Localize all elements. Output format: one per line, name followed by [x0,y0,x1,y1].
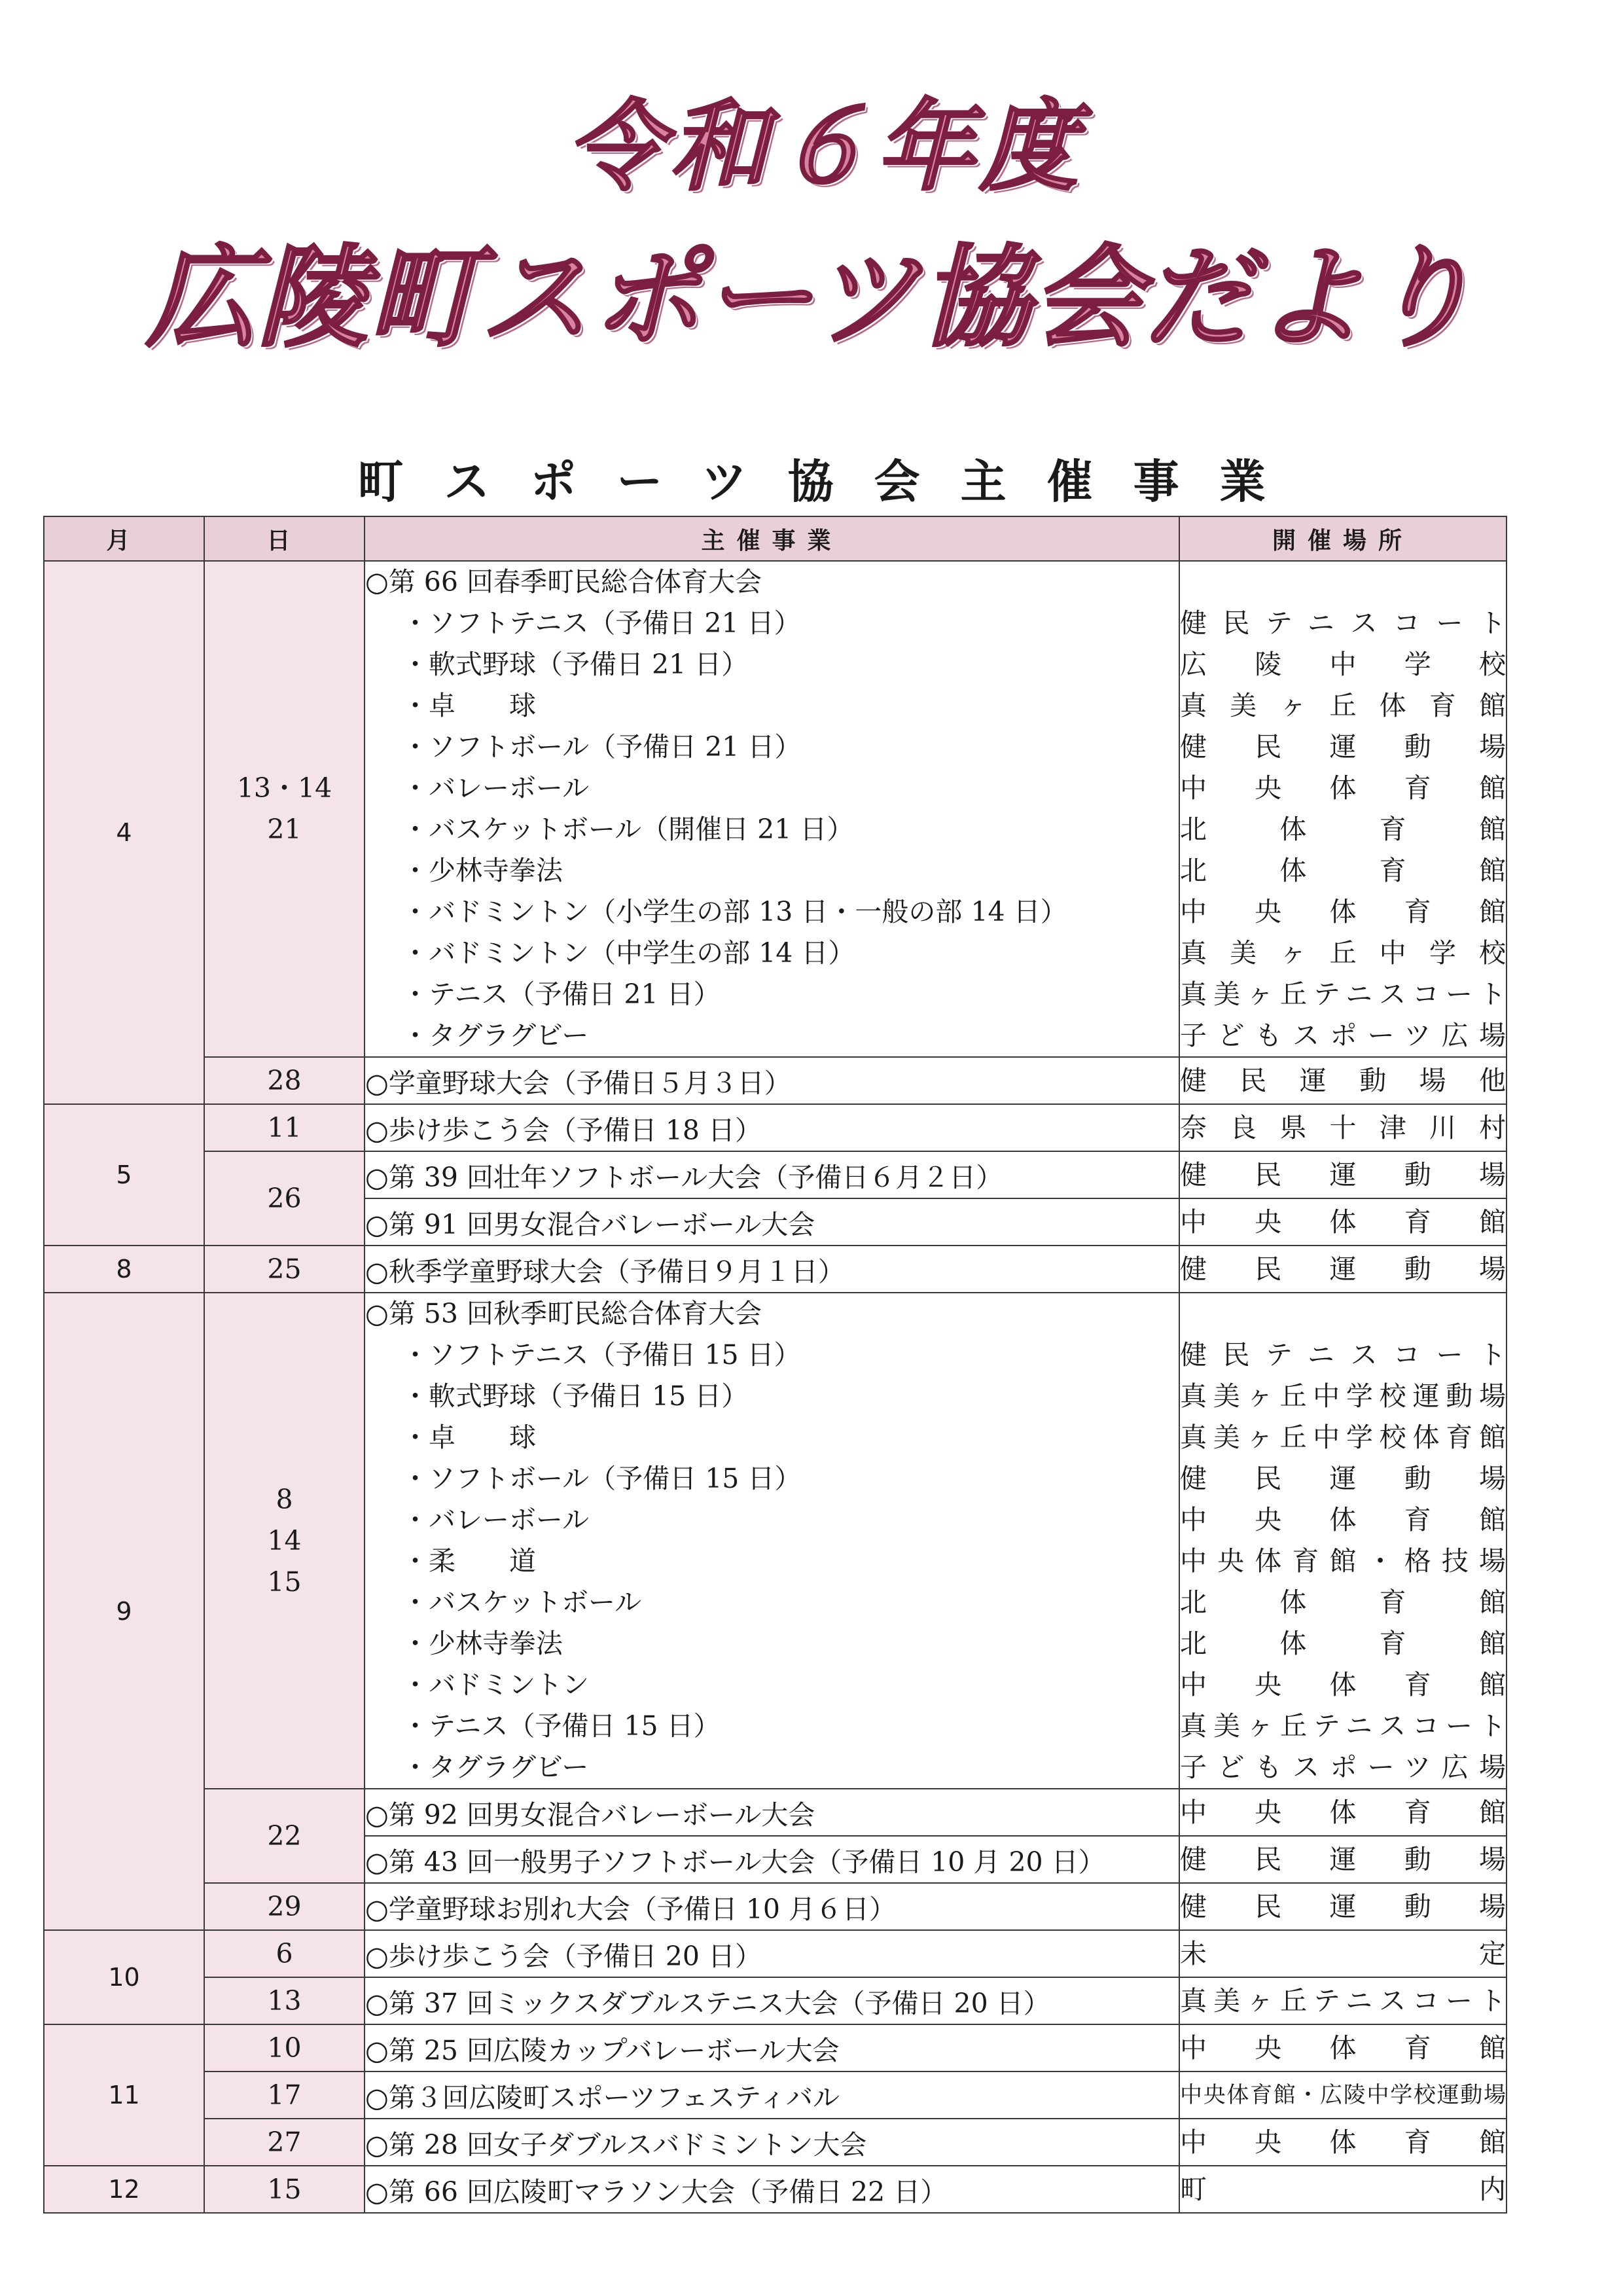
day-cell: 10 [204,2024,365,2072]
table-row [44,2072,1507,2119]
venue-value: 中央体育館・格技場 [1180,1545,1506,1577]
day-value: 13・14 [236,772,332,804]
event-sub-item: ・タグラグビー [402,1020,589,1051]
event-cell: ○第 25 回広陵カップバレーボール大会 [365,2024,1179,2072]
table-row [44,2119,1507,2166]
venue-cell [1179,1104,1507,1151]
month-cell: 9 [44,1293,204,1930]
month-cell: 10 [44,1930,204,2024]
event-sub-item: ・バスケットボール [402,1587,642,1618]
day-value: 8 [276,1483,293,1515]
event-sub-item: ・ソフトテニス（予備日 21 日） [402,607,801,639]
venue-value: 真美ヶ丘中学校体育館 [1180,1422,1506,1453]
venue-value: 奈良県十津川村 [1180,1111,1506,1143]
header-day: 日 [204,516,365,561]
venue-value: 健民運動場 [1180,1843,1506,1875]
venue-cell [1179,1930,1507,1977]
day-cell: 15 [204,2166,365,2213]
venue-value: 健民運動場 [1180,1890,1506,1922]
venue-value: 真美ヶ丘中学校運動場 [1180,1380,1506,1412]
event-title: ○第 53 回秋季町民総合体育大会 [365,1298,762,1329]
month-cell: 12 [44,2166,204,2213]
header-venue: 開催場所 [1179,516,1507,561]
table-row [44,561,1507,1057]
table-row [44,1789,1507,1836]
venue-cell [1179,2166,1507,2213]
table-row [44,1977,1507,2024]
event-sub-item: ・柔 道 [402,1545,536,1577]
table-row [44,1151,1507,1198]
header-month: 月 [44,516,204,561]
table-row [44,1293,1507,1789]
day-cell: 11 [204,1104,365,1151]
event-cell: ○第 66 回広陵町マラソン大会（予備日 22 日） [365,2166,1179,2213]
venue-cell [1179,561,1507,1057]
venue-value: 健民運動場 [1180,731,1506,762]
month-cell: 5 [44,1104,204,1246]
venue-value: 健民運動場 [1180,1158,1506,1191]
venue-cell [1179,2119,1507,2166]
venue-cell [1179,1789,1507,1836]
event-cell: ○歩け歩こう会（予備日 20 日） [365,1930,1179,1977]
event-cell: ○学童野球お別れ大会（予備日 10 月６日） [365,1883,1179,1930]
venue-value: 未定 [1180,1937,1506,1969]
venue-cell [1179,1151,1507,1198]
day-cell [204,561,365,1057]
venue-value: 中央体育館 [1180,1669,1506,1700]
event-sub-item: ・バレーボール [402,1504,590,1535]
title-line-1: 令和６年度 [565,90,1083,204]
venue-value: 広陵中学校 [1180,649,1506,680]
venue-value: 健民運動場他 [1180,1064,1506,1096]
day-value: 14 [267,1524,302,1556]
event-cell: ○第 37 回ミックスダブルステニス大会（予備日 20 日） [365,1977,1179,2024]
event-cell: ○第 39 回壮年ソフトボール大会（予備日６月２日） [365,1151,1179,1198]
event-cell: ○第 92 回男女混合バレーボール大会 [365,1789,1179,1836]
event-cell: ○秋季学童野球大会（予備日９月１日） [365,1246,1179,1293]
event-sub-item: ・少林寺拳法 [402,1628,563,1659]
event-cell [365,561,1179,1057]
venue-cell [1179,1246,1507,1293]
venue-value: 子どもスポーツ広場 [1180,1751,1506,1783]
event-sub-item: ・テニス（予備日 21 日） [402,978,721,1010]
venue-value: 子どもスポーツ広場 [1180,1020,1506,1051]
venue-value: 北体育館 [1180,1628,1506,1659]
day-cell: 13 [204,1977,365,2024]
venue-value [1180,562,1506,603]
day-value: 15 [267,1566,302,1598]
day-value: 21 [267,814,302,845]
venue-value: 北体育館 [1180,814,1506,845]
event-sub-item: ・ソフトボール（予備日 15 日） [402,1463,802,1494]
event-sub-item: ・バドミントン（小学生の部 13 日・一般の部 14 日） [402,896,1067,927]
event-sub-item: ・卓 球 [402,1422,536,1453]
venue-value: 中央体育館 [1180,896,1506,927]
event-sub-item: ・テニス（予備日 15 日） [402,1710,721,1742]
venue-value: 中央体育館 [1180,2126,1506,2158]
table-row [44,1246,1507,1293]
venue-cell [1179,2072,1507,2119]
venue-value: 真美ヶ丘中学校 [1180,937,1506,969]
month-cell: 4 [44,561,204,1104]
event-cell [365,1293,1179,1789]
day-cell: 27 [204,2119,365,2166]
event-cell: ○第 28 回女子ダブルスバドミントン大会 [365,2119,1179,2166]
venue-value: 中央体育館 [1180,772,1506,804]
event-sub-item: ・バスケットボール（開催日 21 日） [402,814,854,845]
section-heading: 町スポーツ協会主催事業 [357,455,1306,509]
table-row [44,2024,1507,2072]
event-cell: ○学童野球大会（予備日５月３日） [365,1057,1179,1104]
venue-cell [1179,2024,1507,2072]
event-sub-item: ・少林寺拳法 [402,855,563,886]
event-cell: ○第 91 回男女混合バレーボール大会 [365,1198,1179,1246]
event-sub-item: ・軟式野球（予備日 15 日） [402,1380,749,1412]
day-cell: 6 [204,1930,365,1977]
venue-value: 中央体育館・広陵中学校運動場 [1180,2081,1506,2108]
venue-value [1180,1293,1506,1335]
venue-value: 健民運動場 [1180,1463,1506,1494]
venue-cell [1179,1293,1507,1789]
day-cell [204,1293,365,1789]
venue-cell [1179,1836,1507,1883]
day-cell: 22 [204,1789,365,1883]
event-sub-item: ・バレーボール [402,772,590,804]
event-sub-item: ・バドミントン [402,1669,590,1700]
day-cell: 29 [204,1883,365,1930]
event-cell: ○第 43 回一般男子ソフトボール大会（予備日 10 月 20 日） [365,1836,1179,1883]
day-cell: 17 [204,2072,365,2119]
venue-cell [1179,1057,1507,1104]
venue-value: 真美ヶ丘テニスコート [1180,1710,1506,1742]
title-line-2: 広陵町スポーツ協会だより [146,234,1477,362]
table-row [44,1057,1507,1104]
month-cell: 11 [44,2024,204,2166]
venue-value: 中央体育館 [1180,1206,1506,1238]
day-cell: 26 [204,1151,365,1246]
table-row [44,1883,1507,1930]
event-schedule-table [43,516,1507,2214]
month-cell: 8 [44,1246,204,1293]
venue-value: 中央体育館 [1180,1796,1506,1828]
day-cell: 25 [204,1246,365,1293]
venue-cell [1179,1883,1507,1930]
venue-cell [1179,1977,1507,2024]
event-sub-item: ・卓 球 [402,690,536,721]
header-event: 主催事業 [365,516,1179,561]
venue-value: 健民テニスコート [1180,1339,1506,1371]
venue-value: 真美ヶ丘体育館 [1180,690,1506,721]
venue-value: 中央体育館 [1180,2032,1506,2064]
event-sub-item: ・タグラグビー [402,1751,589,1783]
table-row [44,1930,1507,1977]
venue-value: 真美ヶ丘テニスコート [1180,978,1506,1010]
event-title: ○第 66 回春季町民総合体育大会 [365,566,762,598]
event-cell: ○第３回広陵町スポーツフェスティバル [365,2072,1179,2119]
venue-value: 北体育館 [1180,1587,1506,1618]
venue-value: 健民運動場 [1180,1253,1506,1285]
venue-value: 真美ヶ丘テニスコート [1180,1984,1506,2017]
table-header-row [44,516,1507,561]
table-row [44,1104,1507,1151]
venue-value: 中央体育館 [1180,1504,1506,1535]
day-cell: 28 [204,1057,365,1104]
event-sub-item: ・ソフトボール（予備日 21 日） [402,731,802,762]
event-sub-item: ・バドミントン（中学生の部 14 日） [402,937,855,969]
event-sub-item: ・ソフトテニス（予備日 15 日） [402,1339,801,1371]
venue-value: 北体育館 [1180,855,1506,886]
newsletter-title [0,79,1623,367]
venue-cell [1179,1198,1507,1246]
event-sub-item: ・軟式野球（予備日 21 日） [402,649,749,680]
venue-value: 健民テニスコート [1180,607,1506,639]
table-row [44,2166,1507,2213]
venue-value: 町内 [1180,2173,1506,2205]
event-cell: ○歩け歩こう会（予備日 18 日） [365,1104,1179,1151]
